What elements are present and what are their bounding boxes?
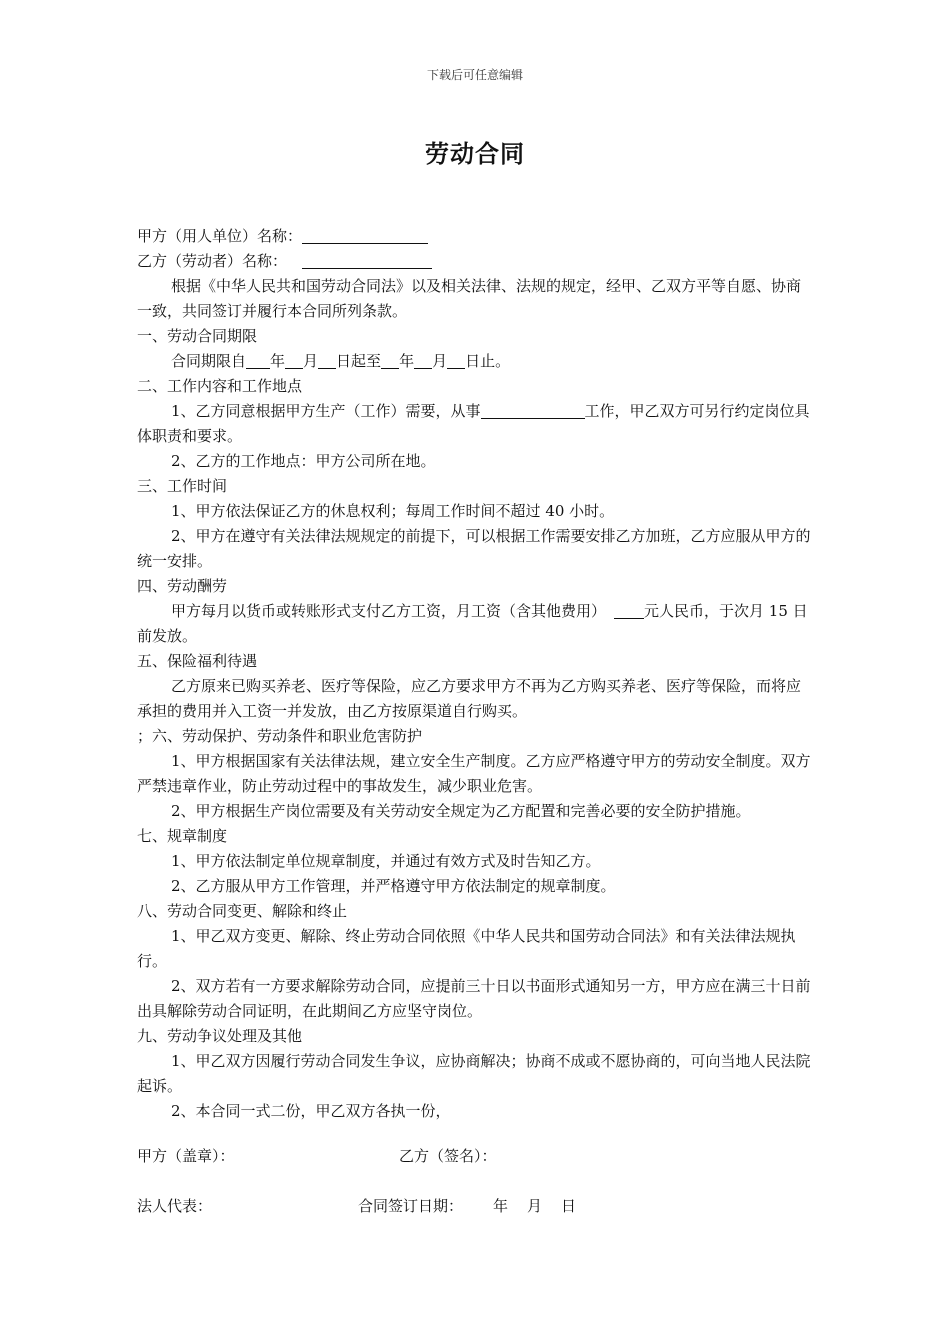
section-6-title: ；六、劳动保护、劳动条件和职业危害防护	[137, 727, 423, 745]
section-5-paragraph-1: 乙方原来已购买养老、医疗等保险，应乙方要求甲方不再为乙方购买养老、医疗等保险，而将应承担的费用并入工资一并发放，由乙方按原渠道自行购买。	[137, 677, 802, 720]
section-9-title: 九、劳动争议处理及其他	[137, 1027, 303, 1045]
section-9-paragraph-1: 1、甲乙双方因履行劳动合同发生争议，应协商解决；协商不成或不愿协商的，可向当地人民法院起诉。	[137, 1052, 811, 1095]
term-text: 日起至	[336, 352, 382, 370]
party-b-signature-label: 乙方（签名）：	[399, 1147, 497, 1165]
date-month: 月	[527, 1197, 543, 1215]
document-title: 劳动合同	[425, 139, 525, 168]
salary-blank[interactable]	[614, 600, 644, 619]
term-text: 月	[303, 352, 319, 370]
section-7-title: 七、规章制度	[137, 827, 228, 845]
party-b-label: 乙方（劳动者）名称：	[137, 252, 288, 270]
paragraph-text: 工作，甲乙双方可另行约定岗位具体职责和要求。	[137, 402, 810, 445]
term-text: 年	[399, 352, 415, 370]
start-day-blank[interactable]	[318, 350, 336, 369]
party-a-line	[137, 224, 814, 249]
party-a-name-blank[interactable]	[302, 225, 428, 244]
page-header: 下载后可任意编辑	[426, 68, 523, 82]
job-title-blank[interactable]	[481, 400, 585, 419]
date-day: 日	[561, 1197, 577, 1215]
section-5-title: 五、保险福利待遇	[137, 652, 258, 670]
end-day-blank[interactable]	[447, 350, 465, 369]
section-6-paragraph-1: 1、甲方根据国家有关法律法规，建立安全生产制度。乙方应严格遵守甲方的劳动安全制度。双方严禁违章作业，防止劳动过程中的事故发生，减少职业危害。	[137, 752, 811, 795]
legal-representative-label: 法人代表：	[137, 1197, 213, 1215]
party-b-name-blank[interactable]	[302, 250, 432, 269]
term-text: 年	[270, 352, 286, 370]
term-text: 日止。	[465, 352, 511, 370]
term-text: 月	[432, 352, 448, 370]
party-b-line	[137, 249, 814, 274]
section-8-paragraph-2: 2、双方若有一方要求解除劳动合同，应提前三十日以书面形式通知另一方，甲方应在满三十日前出具解除劳动合同证明，在此期间乙方应坚守岗位。	[137, 977, 811, 1020]
date-year: 年	[493, 1197, 509, 1215]
section-1-title: 一、劳动合同期限	[137, 327, 258, 345]
section-3-paragraph-2: 2、甲方在遵守有关法律法规规定的前提下，可以根据工作需要安排乙方加班，乙方应服从甲方的统一安排。	[137, 527, 811, 570]
end-month-blank[interactable]	[414, 350, 432, 369]
signing-date-label: 合同签订日期：	[358, 1197, 464, 1215]
paragraph-text: 元人民币，于次月 15 日前发放。	[137, 602, 808, 645]
section-6-paragraph-2: 2、甲方根据生产岗位需要及有关劳动安全规定为乙方配置和完善必要的安全防护措施。	[171, 802, 751, 820]
term-text: 合同期限自	[171, 352, 247, 370]
contract-body	[137, 224, 814, 1124]
section-4-title: 四、劳动酬劳	[137, 577, 228, 595]
paragraph-text: 甲方每月以货币或转账形式支付乙方工资，月工资（含其他费用）	[171, 602, 607, 620]
section-8-paragraph-1: 1、甲乙双方变更、解除、终止劳动合同依照《中华人民共和国劳动合同法》和有关法律法规执行。	[137, 927, 796, 970]
section-2-paragraph-2: 2、乙方的工作地点：甲方公司所在地。	[171, 452, 436, 470]
section-4-paragraph-1	[137, 599, 814, 649]
start-month-blank[interactable]	[285, 350, 303, 369]
section-3-paragraph-1: 1、甲方依法保证乙方的休息权利；每周工作时间不超过 40 小时。	[171, 502, 615, 520]
section-9-paragraph-2: 2、本合同一式二份，甲乙双方各执一份，	[171, 1102, 451, 1120]
party-a-label: 甲方（用人单位）名称：	[137, 227, 303, 245]
section-2-title: 二、工作内容和工作地点	[137, 377, 303, 395]
party-a-seal-label: 甲方（盖章）：	[137, 1147, 235, 1165]
contract-term-line	[137, 349, 814, 374]
start-year-blank[interactable]	[246, 350, 270, 369]
paragraph-text: 1、乙方同意根据甲方生产（工作）需要，从事	[171, 402, 481, 420]
end-year-blank[interactable]	[381, 350, 399, 369]
section-7-paragraph-2: 2、乙方服从甲方工作管理，并严格遵守甲方依法制定的规章制度。	[171, 877, 616, 895]
section-2-paragraph-1	[137, 399, 814, 449]
section-3-title: 三、工作时间	[137, 477, 228, 495]
section-8-title: 八、劳动合同变更、解除和终止	[137, 902, 348, 920]
section-7-paragraph-1: 1、甲方依法制定单位规章制度，并通过有效方式及时告知乙方。	[171, 852, 601, 870]
intro-paragraph: 根据《中华人民共和国劳动合同法》以及相关法律、法规的规定，经甲、乙双方平等自愿、协商一致，共同签订并履行本合同所列条款。	[137, 277, 802, 320]
